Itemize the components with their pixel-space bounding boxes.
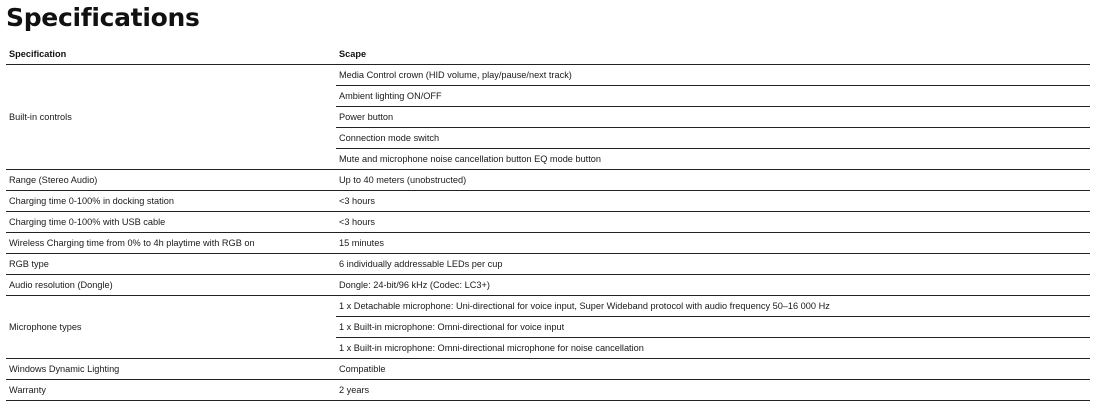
spec-label: Microphone types [6,296,336,359]
specifications-table-body [6,65,1090,401]
spec-value: 1 x Built-in microphone: Omni-directional microphone for noise cancellation [336,338,1090,359]
table-row [6,359,1090,380]
spec-value: <3 hours [336,212,1090,233]
table-row [6,170,1090,191]
page-title: Specifications [6,3,200,32]
spec-value: Ambient lighting ON/OFF [336,86,1090,107]
table-row [6,65,1090,86]
table-row [6,275,1090,296]
table-row [6,296,1090,317]
table-row [6,191,1090,212]
spec-value: Power button [336,107,1090,128]
column-header-specification: Specification [6,44,336,65]
spec-value: Dongle: 24-bit/96 kHz (Codec: LC3+) [336,275,1090,296]
table-header-row [6,44,1090,65]
spec-label: Range (Stereo Audio) [6,170,336,191]
spec-label: RGB type [6,254,336,275]
table-row [6,380,1090,401]
spec-label: Audio resolution (Dongle) [6,275,336,296]
table-row [6,254,1090,275]
spec-value: 1 x Detachable microphone: Uni-directional for voice input, Super Wideband protocol with audio frequency 50–16 000 Hz [336,296,1090,317]
spec-value: <3 hours [336,191,1090,212]
spec-value: 6 individually addressable LEDs per cup [336,254,1090,275]
spec-label: Warranty [6,380,336,401]
spec-value: Mute and microphone noise cancellation button EQ mode button [336,149,1090,170]
table-row [6,233,1090,254]
spec-value: Compatible [336,359,1090,380]
spec-label: Windows Dynamic Lighting [6,359,336,380]
spec-label: Charging time 0-100% with USB cable [6,212,336,233]
spec-value: 15 minutes [336,233,1090,254]
spec-label: Wireless Charging time from 0% to 4h playtime with RGB on [6,233,336,254]
spec-value: 1 x Built-in microphone: Omni-directional for voice input [336,317,1090,338]
spec-label: Built-in controls [6,65,336,170]
column-header-scape: Scape [336,44,1090,65]
table-row [6,212,1090,233]
spec-value: Media Control crown (HID volume, play/pause/next track) [336,65,1090,86]
spec-value: 2 years [336,380,1090,401]
specifications-table [6,44,1090,401]
spec-value: Up to 40 meters (unobstructed) [336,170,1090,191]
spec-value: Connection mode switch [336,128,1090,149]
spec-label: Charging time 0-100% in docking station [6,191,336,212]
